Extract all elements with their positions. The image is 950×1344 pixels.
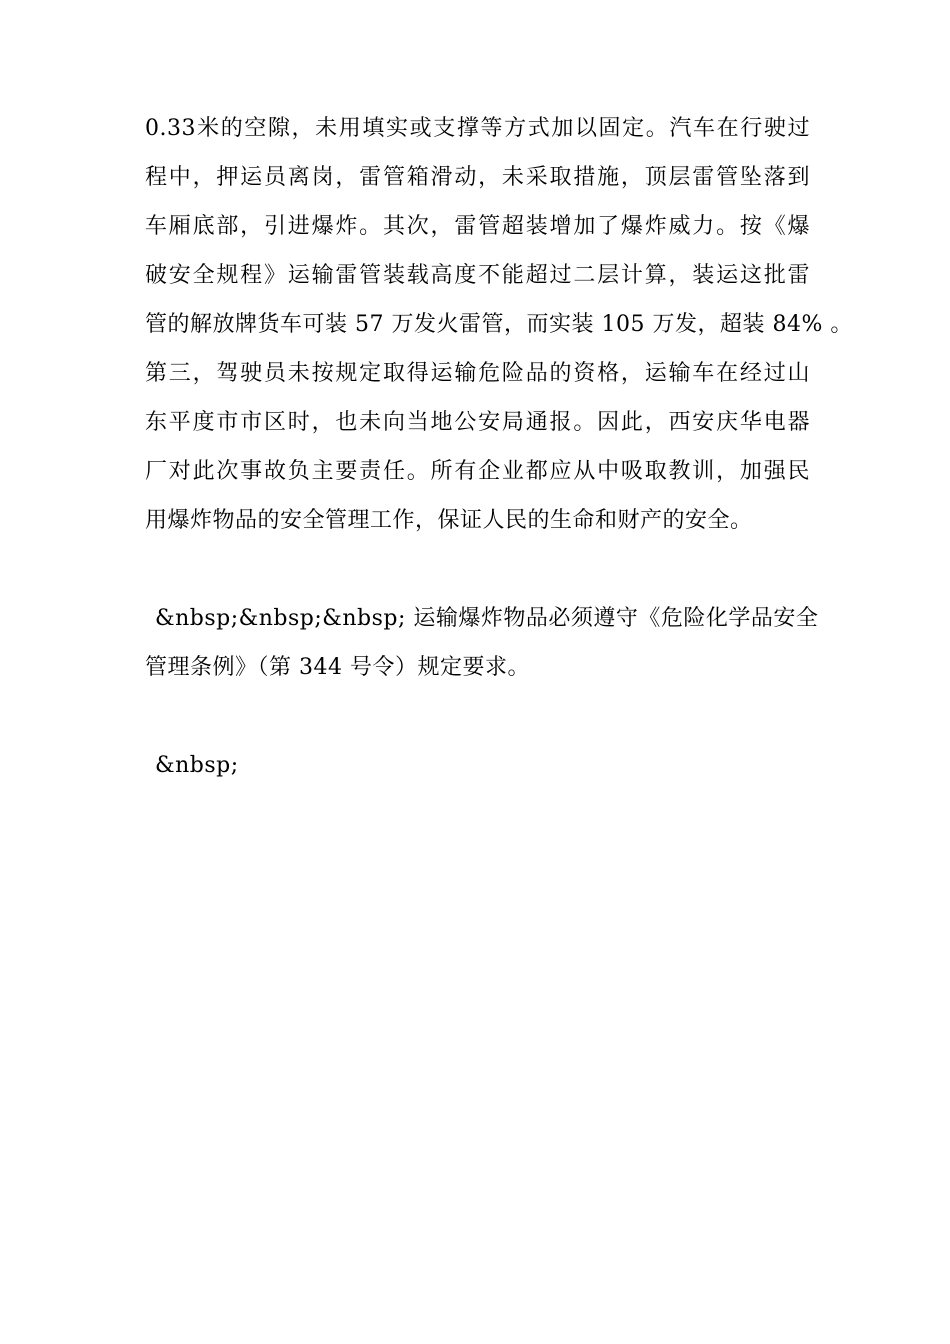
text-line: 管理条例》（第 344 号令）规定要求。: [145, 655, 530, 680]
text-line: 第三，驾驶员未按规定取得运输危险品的资格，运输车在经过山: [145, 361, 810, 386]
text-line: 管的解放牌货车可装 57 万发火雷管，而实装 105 万发，超装 84% 。: [145, 312, 853, 337]
text-line: 用爆炸物品的安全管理工作，保证人民的生命和财产的安全。: [145, 508, 753, 533]
text-line: 程中，押运员离岗，雷管箱滑动，未采取措施，顶层雷管坠落到: [145, 165, 810, 190]
text-line: 0.33米的空隙，未用填实或支撑等方式加以固定。汽车在行驶过: [145, 116, 810, 141]
text-line: 东平度市市区时，也未向当地公安局通报。因此，西安庆华电器: [145, 410, 810, 435]
text-line: 破安全规程》运输雷管装载高度不能超过二层计算，装运这批雷: [145, 263, 810, 288]
text-line: &nbsp;&nbsp;&nbsp; 运输爆炸物品必须遵守《危险化学品安全: [155, 606, 819, 631]
text-line: &nbsp;: [155, 753, 239, 778]
text-line: 厂对此次事故负主要责任。所有企业都应从中吸取教训，加强民: [145, 459, 810, 484]
text-line: 车厢底部，引进爆炸。其次，雷管超装增加了爆炸威力。按《爆: [145, 214, 810, 239]
